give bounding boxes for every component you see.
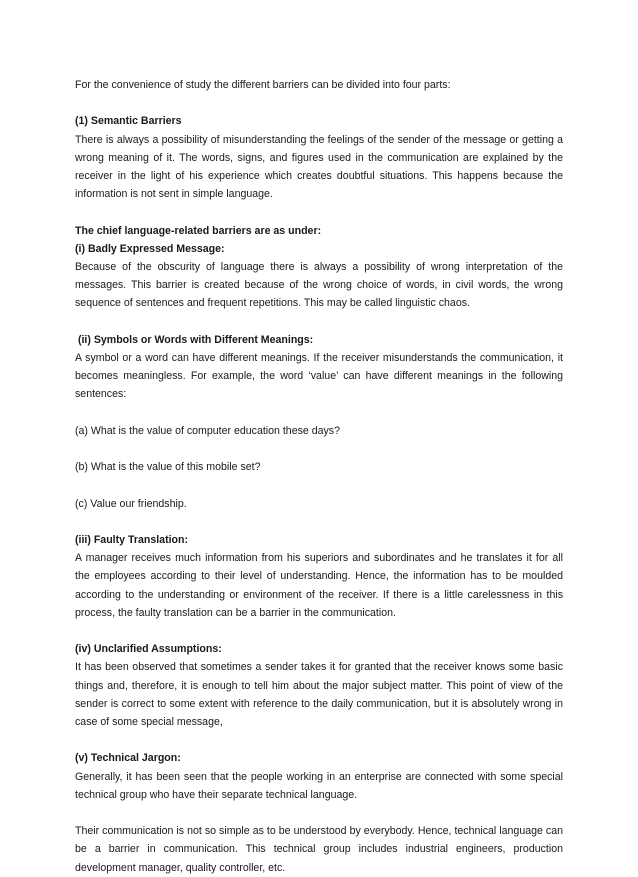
semantic-barriers-heading: (1) Semantic Barriers — [75, 115, 182, 128]
semantic-barriers-text: There is always a possibility of misunderstanding the feelings of the sender of the message or getting a wrong meaning of it. The words, signs, and figures used in the communication are explained by the receiver in the light of his experience which creates doubtful situations. This happens because the information is not sent in simple language. — [75, 133, 563, 201]
technical-jargon-text-2: Their communication is not so simple as to be understood by everybody. Hence, technical language can be a barrier in communication. This technical group includes industrial engineers, production development manager, quality controller, etc. — [75, 825, 563, 874]
technical-jargon-text: Generally, it has been seen that the people working in an enterprise are connected with some special technical group who have their separate technical language. — [75, 770, 563, 801]
badly-expressed-text: Because of the obscurity of language there is always a possibility of wrong interpretation of the messages. This barrier is created because of the wrong choice of words, in civil words, the wrong sequence of sentences and frequent repetitions. This may be called linguistic chaos. — [75, 261, 563, 310]
example-c: (c) Value our friendship. — [75, 497, 187, 510]
unclarified-assumptions-text: It has been observed that sometimes a sender takes it for granted that the receiver knows some basic things and, therefore, it is enough to tell him about the major subject matter. This point of view of the sender is correct to some extent with reference to the daily communication, but it is absolutely wrong in case of some special message, — [75, 661, 563, 728]
chief-barriers-heading: The chief language-related barriers are as under: — [75, 224, 322, 237]
symbols-heading: (ii) Symbols or Words with Different Meanings: — [75, 333, 314, 346]
faulty-translation-text: A manager receives much information from his superiors and subordinates and he translates it for all the employees according to their level of understanding. Hence, the information has to be moulded according to the understanding or environment of the receiver. If there is a little carelessness in this process, the faulty translation can be a barrier in the communication. — [75, 552, 563, 619]
example-a: (a) What is the value of computer education these days? — [75, 424, 340, 437]
badly-expressed-heading: (i) Badly Expressed Message: — [75, 242, 225, 255]
example-b: (b) What is the value of this mobile set? — [75, 461, 261, 474]
technical-jargon-heading: (v) Technical Jargon: — [75, 752, 181, 765]
intro-paragraph: For the convenience of study the different barriers can be divided into four parts: — [75, 79, 451, 91]
faulty-translation-heading: (iii) Faulty Translation: — [75, 533, 189, 546]
symbols-text: A symbol or a word can have different meanings. If the receiver misunderstands the communication, it becomes meaningless. For example, the word ‘value’ can have different meanings in the following sentences: — [75, 352, 563, 401]
document-page — [75, 76, 563, 877]
unclarified-assumptions-heading: (iv) Unclarified Assumptions: — [75, 643, 222, 656]
